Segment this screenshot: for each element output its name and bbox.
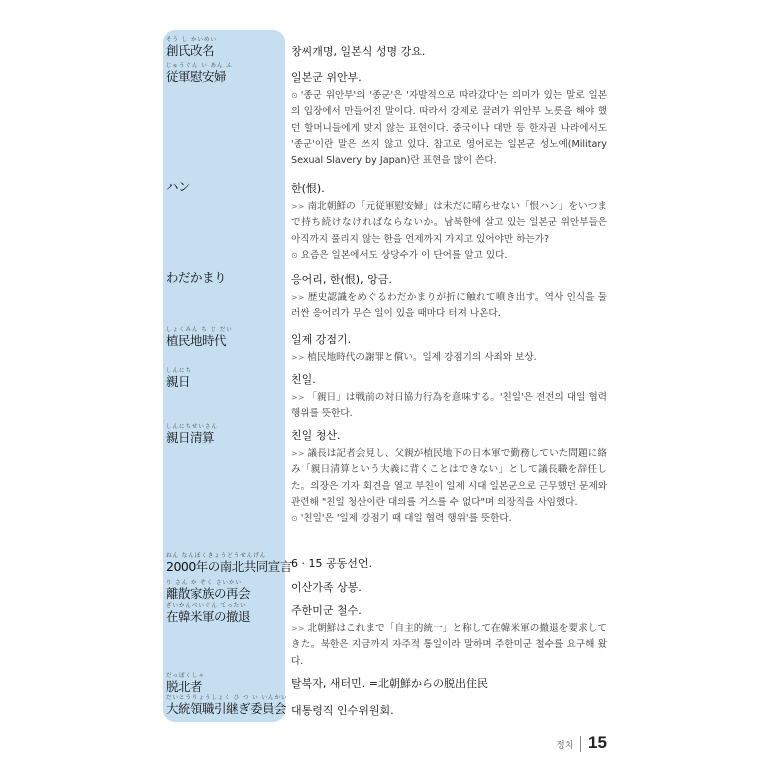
term	[166, 580, 250, 601]
term-reading: そう し かいめい	[166, 37, 217, 43]
definition-heading: 친일.	[291, 373, 316, 386]
definition-heading: 한(恨).	[291, 182, 325, 195]
term-text: 親日清算	[166, 430, 215, 445]
term-reading: だいとうりょうしょく ひ つ い いんかい	[166, 695, 288, 701]
definition-entry	[291, 428, 607, 527]
definition-heading: 이산가족 상봉.	[291, 581, 362, 594]
term-text: 在韓米軍の撤退	[166, 609, 251, 624]
definition-heading: 주한미군 철수.	[291, 604, 362, 617]
term	[166, 368, 192, 389]
term	[166, 180, 190, 194]
definition-entry	[291, 70, 607, 169]
term-reading: り さん か ぞく さいかい	[166, 580, 242, 586]
term-text: わだかまり	[166, 270, 227, 285]
term-text: 親日	[166, 374, 191, 389]
term	[166, 695, 288, 716]
definition-heading: 대통령직 인수위원회.	[291, 704, 394, 717]
term	[166, 673, 205, 694]
example-paragraph	[291, 446, 607, 511]
definition-heading: 6 · 15 공동선언.	[291, 557, 372, 570]
section-label: 정치	[556, 741, 574, 751]
definition-heading: 창씨개명, 일본식 성명 강요.	[291, 45, 426, 58]
definition-heading: 일제 강점기.	[291, 333, 352, 346]
paragraph-text: 北朝鮮はこれまで「自主的統一」と称して在韓米軍の撤退を要求してきた。북한은 지금까지 자주적 통일이라 말하며 주한미군 철수를 요구해 왔다.	[291, 623, 607, 667]
example-marker-icon: >>	[291, 293, 305, 302]
footer-divider	[580, 736, 581, 752]
example-paragraph	[291, 621, 607, 670]
paragraph-text: '친일'은 '일제 강점기 때 대일 협력 행위'를 뜻한다.	[300, 513, 512, 525]
definition-entry	[291, 556, 607, 574]
term-text: 植民地時代	[166, 333, 227, 348]
definition-entry	[291, 181, 607, 264]
term	[166, 553, 292, 574]
example-marker-icon: >>	[291, 449, 305, 458]
term	[166, 424, 218, 445]
note-marker-icon: ⊙	[291, 514, 298, 524]
example-paragraph	[291, 350, 607, 366]
example-paragraph	[291, 290, 607, 323]
paragraph-text: 「親日」は戦前の対日協力行為を意味する。'친일'은 전전의 대일 협력 행위를 뜻한다.	[291, 392, 607, 420]
paragraph-text: 요즘은 일본에서도 상당수가 이 단어를 알고 있다.	[300, 249, 508, 261]
note-marker-icon: ⊙	[291, 91, 298, 100]
term	[166, 271, 226, 285]
definition-heading: 일본군 위안부.	[291, 71, 362, 84]
example-marker-icon: >>	[291, 353, 305, 362]
definition-heading: 응어리, 한(恨), 앙금.	[291, 273, 392, 286]
definition-entry	[291, 332, 607, 366]
paragraph-text: 植民地時代の謝罪と償い。일제 강점기의 사죄와 보상.	[307, 352, 537, 363]
term	[166, 327, 233, 348]
paragraph-text: '종군 위안부'의 '종군'은 '자발적으로 따라갔다'는 의미가 있는 말로 일본의 입장에서 만들어진 말이다. 따라서 강제로 끌려가 위안부 노릇을 해야 했던 할머니들에게 맞지 않는 표현이다. 중국이나 대만 등 한자권 나라에서도 '종군'이란 말은 쓰지 않고 있다. 참고로 영어로는 일본군 성노예(Military Sexual Slavery by Japan)란 표현을 많이 쓴다.	[291, 90, 607, 167]
example-paragraph	[291, 390, 607, 423]
definition-entry	[291, 603, 607, 670]
term-text: 脱北者	[166, 679, 203, 694]
term-reading: じゅうぐん い あん ふ	[166, 63, 233, 69]
definition-entry	[291, 44, 607, 62]
definition-entry	[291, 703, 607, 721]
paragraph-text: 議長は記者会見し、父親が植民地下の日本軍で勤務していた問題に絡み「親日清算という大義に背くことはできない」として議長職を辞任した。의장은 기자 회견을 열고 부친이 일제 시대 일본군으로 근무했던 문제와 관련해 "친일 청산이란 대의를 거스를 수 없다"며 의장직을 사임했다.	[291, 448, 607, 508]
note-marker-icon: ⊙	[291, 250, 298, 260]
example-paragraph	[291, 199, 607, 248]
term-text: 創氏改名	[166, 43, 215, 58]
term	[166, 37, 217, 58]
note-paragraph	[291, 88, 607, 169]
term-reading: しんにち	[166, 368, 193, 374]
note-paragraph	[291, 511, 607, 527]
paragraph-text: 歴史認識をめぐるわだかまりが折に触れて噴き出す。역사 인식을 둘러싼 응어리가 무슨 일이 있을 때마다 터져 나온다.	[291, 292, 607, 320]
term-text: 離散家族の再会	[166, 586, 251, 601]
example-marker-icon: >>	[291, 624, 305, 633]
term-text: 大統領職引継ぎ委員会	[166, 701, 287, 716]
definition-heading: 친일 청산.	[291, 429, 341, 442]
term-text: 2000年の南北共同宣言	[166, 559, 292, 574]
definition-entry	[291, 580, 607, 598]
definition-entry	[291, 676, 607, 694]
paragraph-text: 南北朝鮮の「元従軍慰安婦」は未だに晴らせない「恨ハン」をいつまで持ち続けなければならないか。남북한에 살고 있는 일본군 위안부들은 아직까지 풀리지 않는 한을 언제까지 가지고 있어야만 하는가?	[291, 201, 607, 245]
term-reading: しんにちせいさん	[166, 424, 218, 430]
term-reading: ねん なんぼくきょうどうせんげん	[166, 553, 267, 559]
page-number: 15	[588, 733, 607, 752]
definition-entry	[291, 372, 607, 423]
definition-heading: 탈북자, 새터민. =北朝鮮からの脱出住民	[291, 677, 488, 690]
term-reading: だっぽくしゃ	[166, 673, 206, 679]
term	[166, 603, 250, 624]
definition-entry	[291, 272, 607, 323]
term-reading: ざいかんべいぐん てったい	[166, 603, 247, 609]
example-marker-icon: >>	[291, 393, 305, 402]
term	[166, 63, 233, 84]
note-paragraph	[291, 248, 607, 264]
term-text: 従軍慰安婦	[166, 69, 227, 84]
example-marker-icon: >>	[291, 202, 305, 211]
term-text: ハン	[166, 179, 191, 194]
term-reading: しょくみん ち じ だい	[166, 327, 233, 333]
